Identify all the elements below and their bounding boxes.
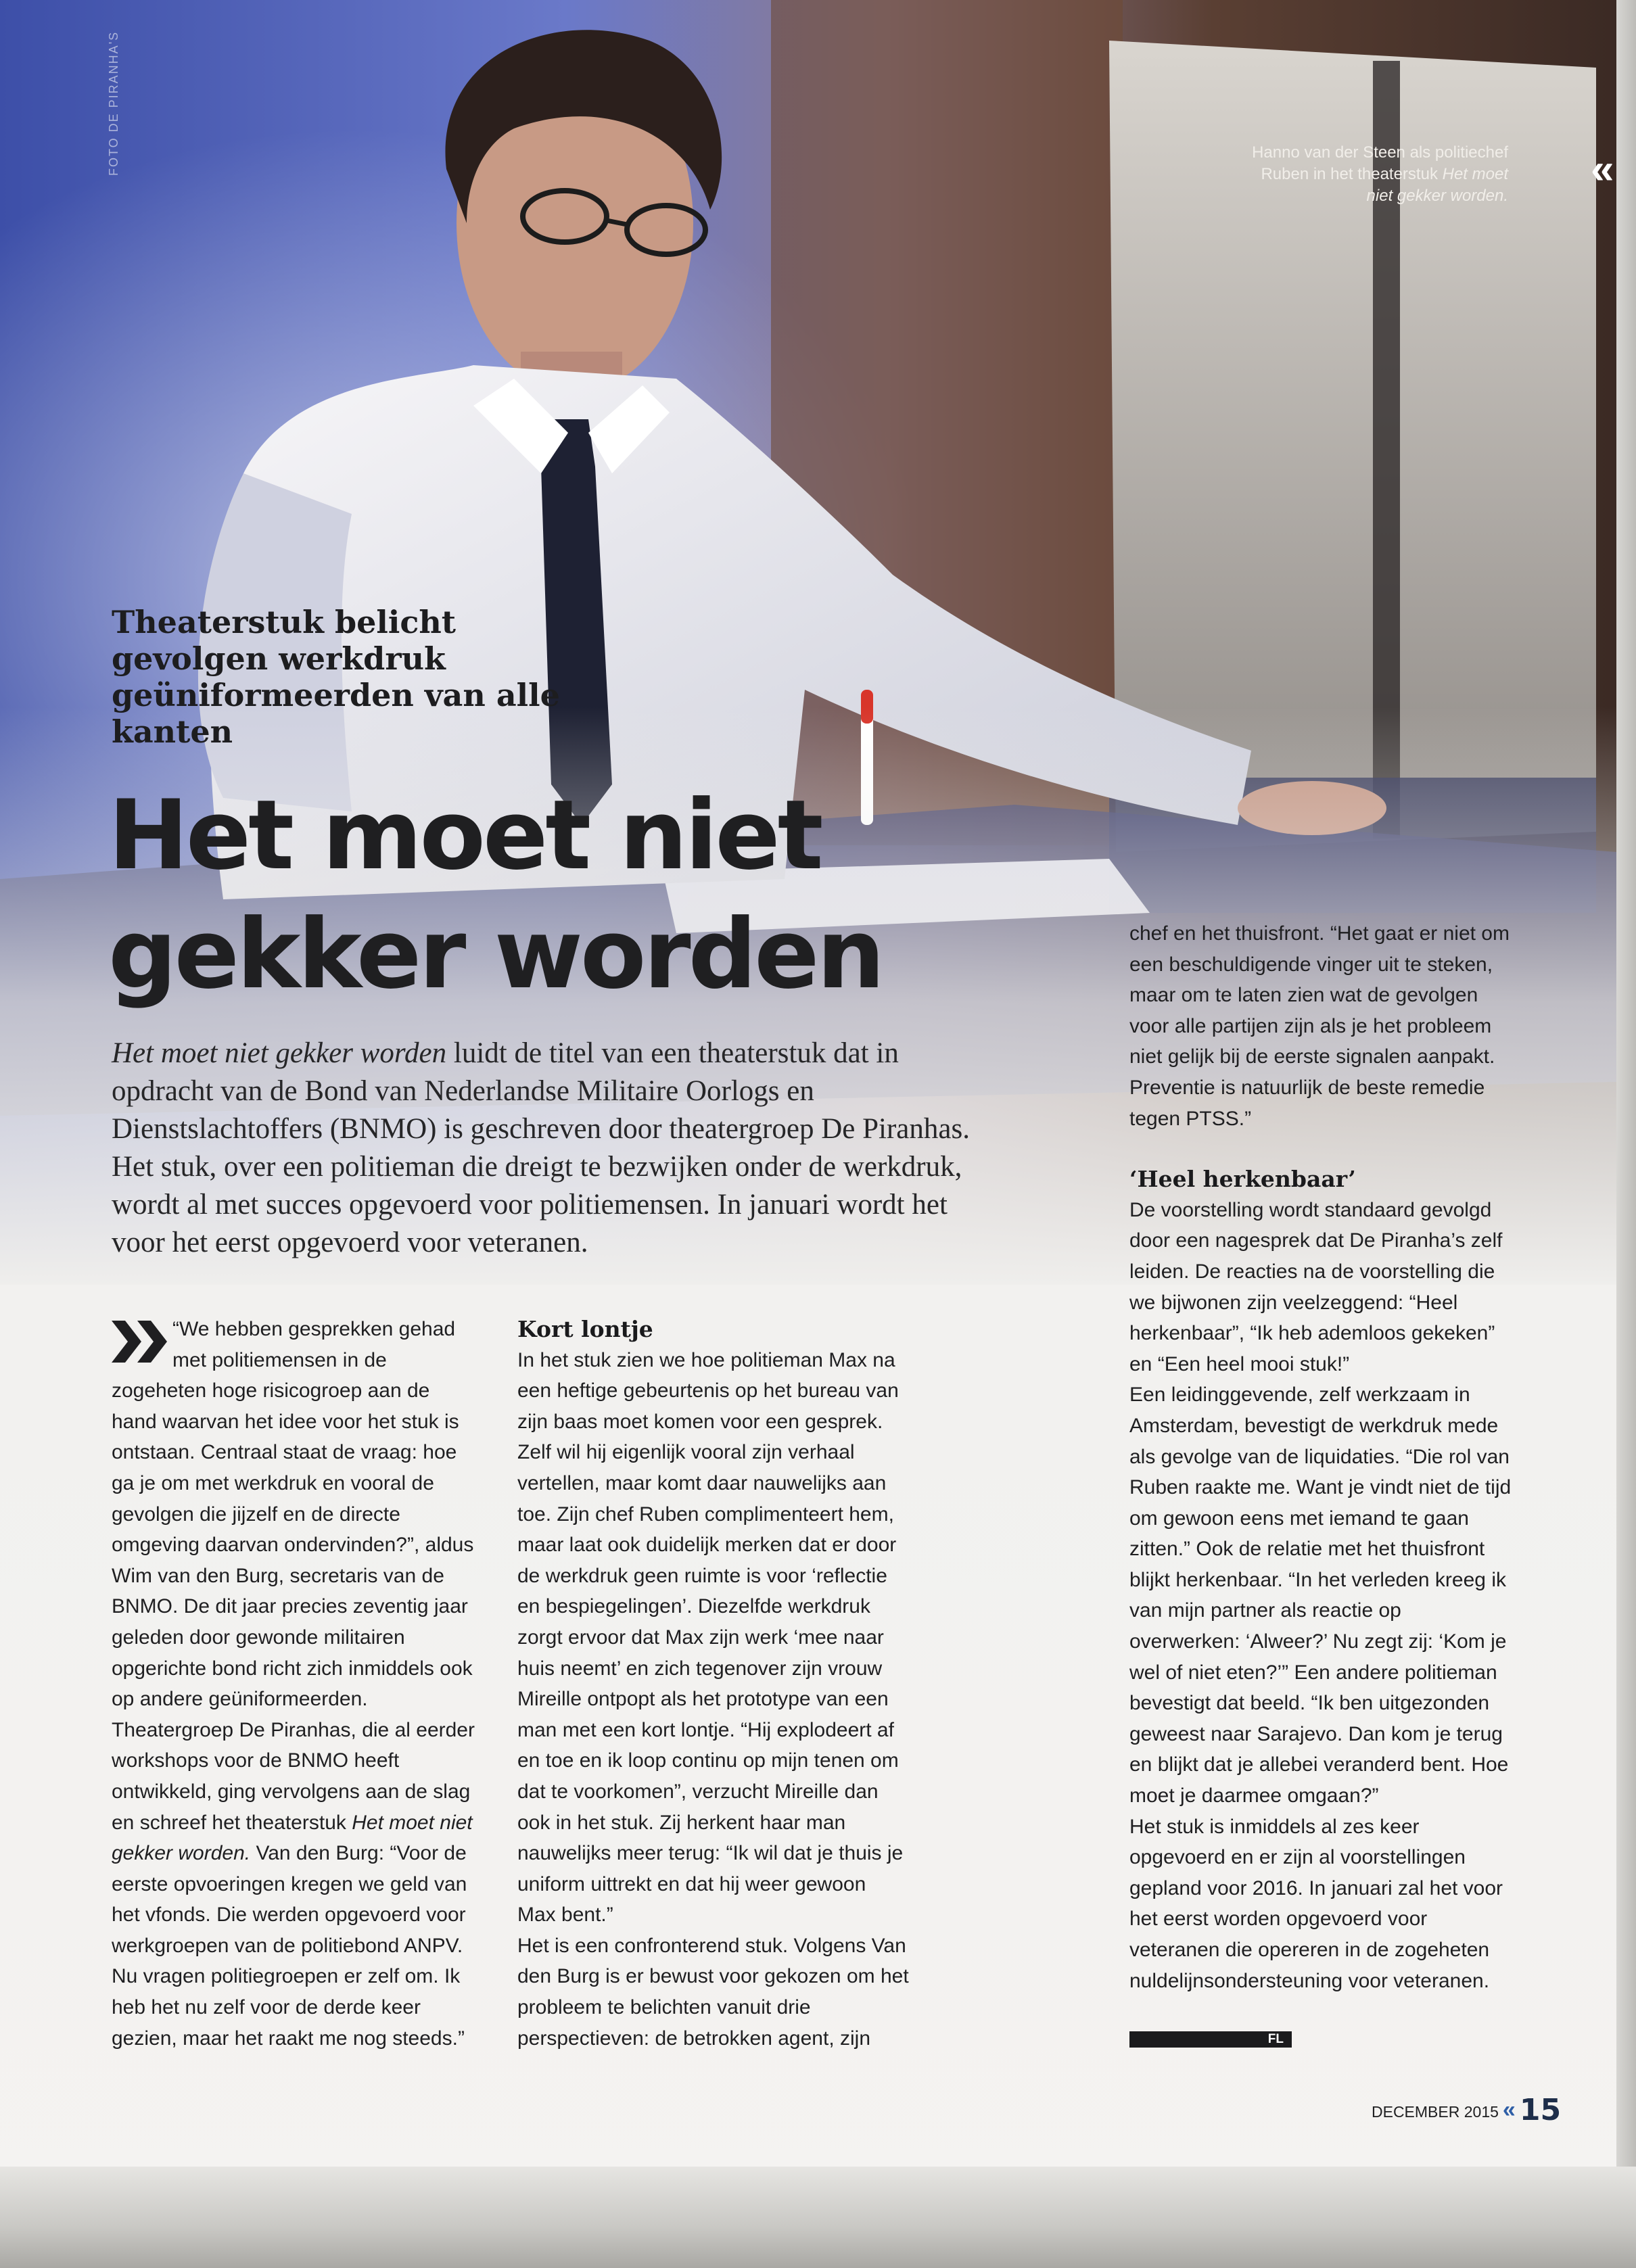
- page-number: 15: [1519, 2093, 1562, 2127]
- article-intro: [112, 1035, 1004, 1262]
- page-footer: [1372, 2093, 1561, 2127]
- page-edge-shadow: [1616, 0, 1636, 2268]
- column-3-paragraph-2: De voorstelling wordt standaard gevolgd door een nagesprek dat De Piranha’s zelf leiden. De reacties na de voorstelling die we bijwonen zijn veelzeggend: “Heel herkenbaar”, “Ik heb ademloos gekeken” en “Een heel mooi stuk!”: [1129, 1198, 1503, 1375]
- column-3: [1129, 918, 1515, 1996]
- author-signature-bar: [1129, 2031, 1292, 2048]
- column-1-paragraph-2-start: Theatergroep De Piranhas, die al eerder workshops voor de BNMO heeft ontwikkeld, ging vervolgens aan de slag en schreef het theaterstuk: [112, 1718, 475, 1834]
- column-2-paragraph-2: Het is een confronterend stuk. Volgens Van den Burg is er bewust voor gekozen om het probleem te belichten vanuit drie perspectieven: de betrokken agent, zijn: [517, 1934, 909, 2050]
- article-subtitle: Theaterstuk belicht gevolgen werkdruk geüniformeerden van alle kanten: [112, 604, 560, 750]
- section-heading-kort-lontje: Kort lontje: [517, 1316, 653, 1342]
- column-2-paragraph-1: In het stuk zien we hoe politieman Max na een heftige gebeurtenis op het bureau van zijn baas moet komen voor een gesprek. Zelf wil hij eigenlijk vooral zijn verhaal vertellen, maar komt daar nauwelijks aan toe. Zijn chef Ruben complimenteert hem, maar laat ook duidelijk merken dat er door de werkdruk geen ruimte is voor ‘reflectie en bespiegelingen’. Diezelfde werkdruk zorgt ervoor dat Max zijn werk ‘mee naar huis neemt’ en zich tegenover zijn vrouw Mireille ontpopt als het prototype van een man met een kort lontje. “Hij explodeert af en toe en ik loop continu op mijn tenen om dat te voorkomen”, verzucht Mireille dan ook in het stuk. Zij herkent haar man nauwelijks meer terug: “Ik wil dat je thuis je uniform uittrekt en dat hij weer gewoon Max bent.”: [517, 1348, 904, 1927]
- photo-caption: [1238, 142, 1508, 207]
- column-3-paragraph-4: Het stuk is inmiddels al zes keer opgevoerd en er zijn al voorstellingen gepland voor 2016. In januari zal het voor het eerst worden opgevoerd voor veteranen die opereren in de zogeheten nuldelijnsondersteuning voor veteranen.: [1129, 1815, 1503, 1992]
- column-1-play-title: Het moet niet gekker worden.: [112, 1811, 473, 1865]
- quote-mark-icon: [112, 1318, 170, 1365]
- intro-title: Het moet niet gekker worden: [112, 1037, 447, 1069]
- author-initials: FL: [1267, 2032, 1284, 2046]
- article-headline: [108, 776, 1042, 1014]
- column-1: [112, 1314, 477, 2054]
- intro-text: luidt de titel van een theaterstuk dat in opdracht van de Bond van Nederlandse Militaire Oorlogs en Dienstslachtoffers (BNMO) is geschreven door theatergroep De Piranhas. Het stuk, over een politieman die dreigt te bezwijken onder de werkdruk, wordt al met succes opgevoerd voor politiemensen. In januari wordt het voor het eerst opgevoerd voor veteranen.: [112, 1037, 970, 1258]
- headline-line-2: gekker worden: [108, 899, 883, 1010]
- issue-date: DECEMBER 2015: [1372, 2103, 1499, 2121]
- photo-caption-text: Hanno van der Steen als politiechef Ruben in het theaterstuk: [1252, 143, 1508, 183]
- photo-caption-title: Het moet niet gekker worden.: [1366, 165, 1508, 205]
- side-chevron-icon: «: [1591, 146, 1614, 193]
- column-3-paragraph-3: Een leidinggevende, zelf werkzaam in Amsterdam, bevestigt de werkdruk mede als gevolge van de liquidaties. “Die rol van Ruben raakte me. Want je vindt niet de tijd om gewoon eens met iemand te gaan zitten.” Ook de relatie met het thuisfront blijkt herkenbaar. “In het verleden kreeg ik van mijn partner als reactie op overwerken: ‘Alweer?’ Nu zegt zij: ‘Kom je wel of niet eten?’” Een andere politieman bevestigt dat beeld. “Ik ben uitgezonden geweest naar Sarajevo. Dan kom je terug en blijkt dat je allebei veranderd bent. Hoe moet je daarmee omgaan?”: [1129, 1384, 1512, 1808]
- column-1-paragraph-2-end: Van den Burg: “Voor de eerste opvoeringen kregen we geld van het vfonds. Die werden opgevoerd voor werkgroepen van de politiebond ANPV. Nu vragen politiegroepen er zelf om. Ik heb het nu zelf voor de derde keer gezien, maar het raakt me nog steeds.”: [112, 1842, 467, 2050]
- column-3-paragraph-1: chef en het thuisfront. “Het gaat er niet om een beschuldigende vinger uit te steken, maar om te laten zien wat de gevolgen voor alle partijen zijn als je het probleem niet gelijk bij de eerste signalen aanpakt. Preventie is natuurlijk de beste remedie tegen PTSS.”: [1129, 922, 1510, 1130]
- photo-credit: FOTO DE PIRANHA'S: [107, 30, 120, 176]
- column-1-paragraph-1: “We hebben gesprekken gehad met politiemensen in de zogeheten hoge risicogroep aan de hand waarvan het idee voor het stuk is ontstaan. Centraal staat de vraag: hoe ga je om met werkdruk en vooral de gevolgen die jijzelf en de directe omgeving daarvan ondervinden?”, aldus Wim van den Burg, secretaris van de BNMO. De dit jaar precies zeventig jaar geleden door gewonde militairen opgerichte bond richt zich inmiddels ook op andere geüniformeerden.: [112, 1318, 474, 1711]
- headline-line-1: Het moet niet: [108, 780, 821, 891]
- column-2: [517, 1314, 910, 2054]
- section-heading-heel-herkenbaar: ‘Heel herkenbaar’: [1129, 1166, 1356, 1193]
- footer-chevron-icon: «: [1502, 2097, 1516, 2123]
- column-1-paragraph-2: [112, 1715, 477, 2054]
- scan-bottom-edge: [0, 2167, 1636, 2268]
